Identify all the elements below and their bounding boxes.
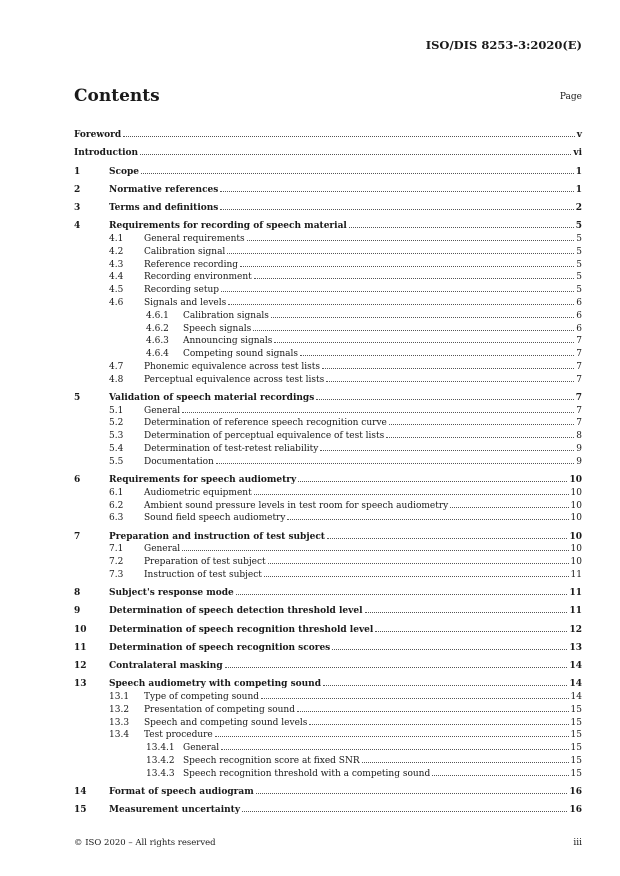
toc-entry-page: 5 <box>575 221 582 232</box>
toc-entry-title: Recording environment <box>144 272 252 283</box>
toc-entry-page: 10 <box>570 487 582 498</box>
toc-entry-title: Signals and levels <box>144 297 227 308</box>
toc-entry-title: Preparation and instruction of test subject <box>109 531 325 542</box>
toc-entry-number: 13.4.1 <box>146 743 175 754</box>
toc-entry[interactable] <box>74 467 582 485</box>
dot-leader <box>297 711 569 712</box>
toc-entry-title: Foreword <box>74 130 122 141</box>
toc-entry-title: Determination of test-retest reliability <box>144 444 319 455</box>
dot-leader <box>375 631 567 632</box>
toc-entry-number: 8 <box>74 588 81 599</box>
toc-entry-page: 6 <box>576 310 582 321</box>
toc-entry-number: 14 <box>74 786 87 797</box>
toc-entry-title: Recording setup <box>144 285 220 296</box>
toc-entry[interactable] <box>74 403 582 416</box>
toc-entry-number: 4.6.2 <box>146 323 169 334</box>
toc-entry-number: 12 <box>74 660 87 671</box>
document-header: ISO/DIS 8253-3:2020(E) <box>425 38 582 52</box>
toc-entry[interactable] <box>74 177 582 195</box>
toc-entry-page: 11 <box>570 570 582 581</box>
toc-entry-number: 4.5 <box>109 285 124 296</box>
toc-entry[interactable] <box>74 498 582 511</box>
toc-entry[interactable] <box>74 580 582 598</box>
toc-entry[interactable] <box>74 158 582 176</box>
toc-entry[interactable] <box>74 454 582 467</box>
toc-entry-number: 13.4.2 <box>146 755 175 766</box>
toc-entry-page: 15 <box>570 768 582 779</box>
dot-leader <box>274 342 574 343</box>
toc-entry-page: 10 <box>570 500 582 511</box>
toc-entry[interactable] <box>74 511 582 524</box>
toc-entry[interactable] <box>74 797 582 815</box>
toc-entry-title: Terms and definitions <box>109 202 219 213</box>
dot-leader <box>287 519 568 520</box>
toc-entry-number: 7 <box>74 531 81 542</box>
toc-entry-title: Introduction <box>74 148 139 159</box>
toc-entry-page: 7 <box>576 336 582 347</box>
dot-leader <box>320 450 574 451</box>
toc-entry-page: vi <box>573 148 582 159</box>
toc-entry-title: Determination of speech recognition threshold level <box>109 624 374 635</box>
toc-entry-page: 5 <box>576 285 582 296</box>
toc-entry[interactable] <box>74 766 582 779</box>
toc-entry[interactable] <box>74 728 582 741</box>
dot-leader <box>221 749 568 750</box>
toc-entry[interactable] <box>74 715 582 728</box>
toc-entry-number: 6.3 <box>109 513 124 524</box>
toc-entry[interactable] <box>74 416 582 429</box>
dot-leader <box>261 698 569 699</box>
toc-entry[interactable] <box>74 195 582 213</box>
toc-entry-number: 13.3 <box>109 717 130 728</box>
toc-entry-title: Contralateral masking <box>109 660 223 671</box>
toc-entry[interactable] <box>74 372 582 385</box>
toc-entry-page: 7 <box>576 418 582 429</box>
toc-entry-page: 1 <box>575 166 582 177</box>
toc-entry-title: General requirements <box>144 233 245 244</box>
toc-entry-title: Normative references <box>109 184 219 195</box>
toc-entry-page: 10 <box>569 475 582 486</box>
toc-entry-number: 4.2 <box>109 246 124 257</box>
toc-entry[interactable] <box>74 740 582 753</box>
toc-entry-page: 15 <box>570 743 582 754</box>
toc-entry[interactable] <box>74 346 582 359</box>
toc-entry[interactable] <box>74 213 582 231</box>
toc-entry-page: 15 <box>570 704 582 715</box>
toc-entry[interactable] <box>74 523 582 541</box>
toc-entry[interactable] <box>74 653 582 671</box>
toc-entry[interactable] <box>74 567 582 580</box>
dot-leader <box>140 154 571 155</box>
dot-leader <box>228 304 574 305</box>
toc-entry-title: Speech audiometry with competing sound <box>109 679 322 690</box>
toc-entry-number: 7.2 <box>109 557 124 568</box>
dot-leader <box>298 481 567 482</box>
toc-entry-page: 9 <box>576 456 582 467</box>
toc-entry[interactable] <box>74 598 582 616</box>
toc-entry-title: Speech recognition threshold with a competing sound <box>183 768 431 779</box>
toc-entry-number: 4 <box>74 221 81 232</box>
dot-leader <box>227 253 574 254</box>
toc-entry-page: 15 <box>570 730 582 741</box>
dot-leader <box>432 775 568 776</box>
toc-entry-title: Determination of perceptual equivalence of test lists <box>144 431 385 442</box>
toc-entry-number: 5.3 <box>109 431 124 442</box>
toc-entry[interactable] <box>74 441 582 454</box>
dot-leader <box>264 576 569 577</box>
dot-leader <box>141 173 574 174</box>
toc-entry-number: 2 <box>74 184 81 195</box>
toc-entry-page: 7 <box>576 405 582 416</box>
toc-entry-number: 4.4 <box>109 272 124 283</box>
toc-entry-title: Perceptual equivalence across test lists <box>144 374 325 385</box>
dot-leader <box>254 278 574 279</box>
toc-entry-number: 13.1 <box>109 691 130 702</box>
dot-leader <box>365 612 568 613</box>
toc-entry-title: Presentation of competing sound <box>144 704 295 715</box>
toc-entry-title: Determination of reference speech recognition curve <box>144 418 387 429</box>
toc-entry-page: 13 <box>569 642 582 653</box>
dot-leader <box>225 667 568 668</box>
toc-entry-title: Determination of speech detection threshold level <box>109 606 363 617</box>
dot-leader <box>242 811 567 812</box>
toc-entry[interactable] <box>74 282 582 295</box>
toc-entry[interactable] <box>74 308 582 321</box>
toc-entry-page: 16 <box>569 786 582 797</box>
toc-entry-number: 13 <box>74 679 87 690</box>
toc-entry-number: 5.4 <box>109 444 124 455</box>
toc-entry-page: 6 <box>576 323 582 334</box>
toc-entry-title: Subject's response mode <box>109 588 234 599</box>
dot-leader <box>254 494 569 495</box>
dot-leader <box>182 550 568 551</box>
toc-entry[interactable] <box>74 554 582 567</box>
dot-leader <box>316 399 573 400</box>
toc-entry-number: 11 <box>74 642 87 653</box>
toc-entry-page: 14 <box>570 691 582 702</box>
toc-entry-page: 1 <box>575 184 582 195</box>
dot-leader <box>362 762 569 763</box>
dot-leader <box>300 355 574 356</box>
toc-entry-page: 15 <box>570 755 582 766</box>
toc-entry-number: 5.5 <box>109 456 124 467</box>
toc-entry-number: 6.2 <box>109 500 124 511</box>
toc-entry-title: Documentation <box>144 456 214 467</box>
toc-entry-page: 10 <box>570 544 582 555</box>
toc-entry-title: Sound field speech audiometry <box>144 513 286 524</box>
toc-entry-title: Requirements for recording of speech material <box>109 221 347 232</box>
dot-leader <box>450 507 568 508</box>
toc-entry-title: Audiometric equipment <box>144 487 252 498</box>
toc-entry-title: Determination of speech recognition scores <box>109 642 331 653</box>
toc-entry[interactable] <box>74 244 582 257</box>
toc-entry-number: 4.7 <box>109 361 124 372</box>
dot-leader <box>123 136 575 137</box>
toc-entry-page: 11 <box>569 588 582 599</box>
toc-entry[interactable] <box>74 295 582 308</box>
toc-entry-number: 6.1 <box>109 487 124 498</box>
toc-entry[interactable] <box>74 321 582 334</box>
toc-entry-page: 12 <box>569 624 582 635</box>
dot-leader <box>236 594 568 595</box>
toc-entry-title: Scope <box>109 166 140 177</box>
toc-entry-number: 4.6.1 <box>146 310 169 321</box>
dot-leader <box>332 649 567 650</box>
toc-entry-number: 13.4 <box>109 730 130 741</box>
toc-entry-page: 8 <box>576 431 582 442</box>
toc-entry-title: Speech and competing sound levels <box>144 717 308 728</box>
toc-entry-page: 16 <box>569 805 582 816</box>
toc-entry-number: 5.1 <box>109 405 124 416</box>
toc-entry-number: 4.6.3 <box>146 336 169 347</box>
toc-entry-title: Phonemic equivalence across test lists <box>144 361 321 372</box>
toc-entry-title: Instruction of test subject <box>144 570 262 581</box>
dot-leader <box>326 381 574 382</box>
toc-entry-number: 4.3 <box>109 259 124 270</box>
dot-leader <box>253 330 574 331</box>
dot-leader <box>349 227 574 228</box>
toc-entry[interactable] <box>74 231 582 244</box>
dot-leader <box>182 412 574 413</box>
toc-entry[interactable] <box>74 122 582 140</box>
toc-entry[interactable] <box>74 702 582 715</box>
toc-entry-page: 5 <box>576 272 582 283</box>
toc-entry-title: Ambient sound pressure levels in test room for speech audiometry <box>144 500 449 511</box>
dot-leader <box>268 563 569 564</box>
toc-entry[interactable] <box>74 334 582 347</box>
toc-entry-title: Preparation of test subject <box>144 557 266 568</box>
dot-leader <box>221 291 574 292</box>
toc-entry-number: 1 <box>74 166 81 177</box>
dot-leader <box>216 463 574 464</box>
toc-entry-page: 10 <box>570 513 582 524</box>
dot-leader <box>256 793 568 794</box>
toc-entry[interactable] <box>74 428 582 441</box>
dot-leader <box>309 724 568 725</box>
toc-entry-page: 11 <box>569 606 582 617</box>
toc-entry[interactable] <box>74 779 582 797</box>
toc-entry[interactable] <box>74 385 582 403</box>
dot-leader <box>240 266 574 267</box>
toc-entry[interactable] <box>74 140 582 158</box>
toc-entry-title: Competing sound signals <box>183 349 299 360</box>
toc-entry-title: General <box>183 743 220 754</box>
page-column-label: Page <box>559 92 582 102</box>
toc-entry-page: 7 <box>576 374 582 385</box>
dot-leader <box>323 685 567 686</box>
dot-leader <box>386 437 574 438</box>
dot-leader <box>322 368 574 369</box>
toc-entry-page: 15 <box>570 717 582 728</box>
toc-entry-title: Reference recording <box>144 259 238 270</box>
toc-entry-number: 7.1 <box>109 544 124 555</box>
toc-entry[interactable] <box>74 359 582 372</box>
toc-entry-title: Type of competing sound <box>144 691 260 702</box>
toc-entry[interactable] <box>74 270 582 283</box>
toc-entry-page: 6 <box>576 297 582 308</box>
dot-leader <box>220 209 573 210</box>
dot-leader <box>220 191 573 192</box>
toc-entry-number: 7.3 <box>109 570 124 581</box>
toc-entry-page: 10 <box>570 557 582 568</box>
dot-leader <box>215 736 569 737</box>
toc-entry-page: 5 <box>576 246 582 257</box>
table-of-contents <box>74 122 582 815</box>
dot-leader <box>271 317 574 318</box>
toc-entry-number: 6 <box>74 475 81 486</box>
toc-entry-title: Calibration signals <box>183 310 269 321</box>
toc-entry[interactable] <box>74 616 582 634</box>
toc-entry-number: 4.1 <box>109 233 124 244</box>
toc-entry[interactable] <box>74 542 582 555</box>
toc-entry-title: Requirements for speech audiometry <box>109 475 297 486</box>
toc-entry-number: 5 <box>74 392 81 403</box>
toc-entry-number: 4.8 <box>109 374 124 385</box>
dot-leader <box>247 240 575 241</box>
copyright-footer: © ISO 2020 – All rights reserved <box>74 838 216 848</box>
toc-entry-page: 14 <box>569 660 582 671</box>
toc-entry-title: Speech recognition score at fixed SNR <box>183 755 360 766</box>
toc-entry-title: Announcing signals <box>183 336 273 347</box>
toc-entry-number: 13.4.3 <box>146 768 175 779</box>
toc-entry-number: 9 <box>74 606 81 617</box>
toc-entry[interactable] <box>74 671 582 689</box>
toc-entry-page: 7 <box>576 349 582 360</box>
toc-entry-title: Validation of speech material recordings <box>109 392 315 403</box>
dot-leader <box>327 538 567 539</box>
toc-entry[interactable] <box>74 753 582 766</box>
toc-entry-number: 5.2 <box>109 418 124 429</box>
toc-entry[interactable] <box>74 257 582 270</box>
toc-entry-page: 7 <box>576 361 582 372</box>
toc-entry-number: 10 <box>74 624 87 635</box>
toc-entry-page: 7 <box>575 392 582 403</box>
toc-entry-page: 2 <box>575 202 582 213</box>
page-title: Contents <box>74 86 160 106</box>
toc-entry-page: 10 <box>569 531 582 542</box>
toc-entry-number: 4.6.4 <box>146 349 169 360</box>
toc-entry[interactable] <box>74 689 582 702</box>
toc-entry-title: General <box>144 405 181 416</box>
toc-entry-number: 4.6 <box>109 297 124 308</box>
toc-entry[interactable] <box>74 485 582 498</box>
toc-entry-title: Test procedure <box>144 730 213 741</box>
toc-entry-title: Calibration signal <box>144 246 226 257</box>
toc-entry[interactable] <box>74 635 582 653</box>
toc-entry-title: Measurement uncertainty <box>109 805 241 816</box>
toc-entry-page: 5 <box>576 233 582 244</box>
toc-entry-page: 9 <box>576 444 582 455</box>
toc-entry-number: 13.2 <box>109 704 130 715</box>
toc-entry-title: Speech signals <box>183 323 252 334</box>
toc-entry-number: 15 <box>74 805 87 816</box>
page-number: iii <box>573 838 582 848</box>
toc-entry-page: v <box>576 130 582 141</box>
toc-entry-title: Format of speech audiogram <box>109 786 254 797</box>
toc-entry-number: 3 <box>74 202 81 213</box>
toc-entry-page: 5 <box>576 259 582 270</box>
dot-leader <box>389 424 574 425</box>
toc-entry-title: General <box>144 544 181 555</box>
toc-entry-page: 14 <box>569 679 582 690</box>
